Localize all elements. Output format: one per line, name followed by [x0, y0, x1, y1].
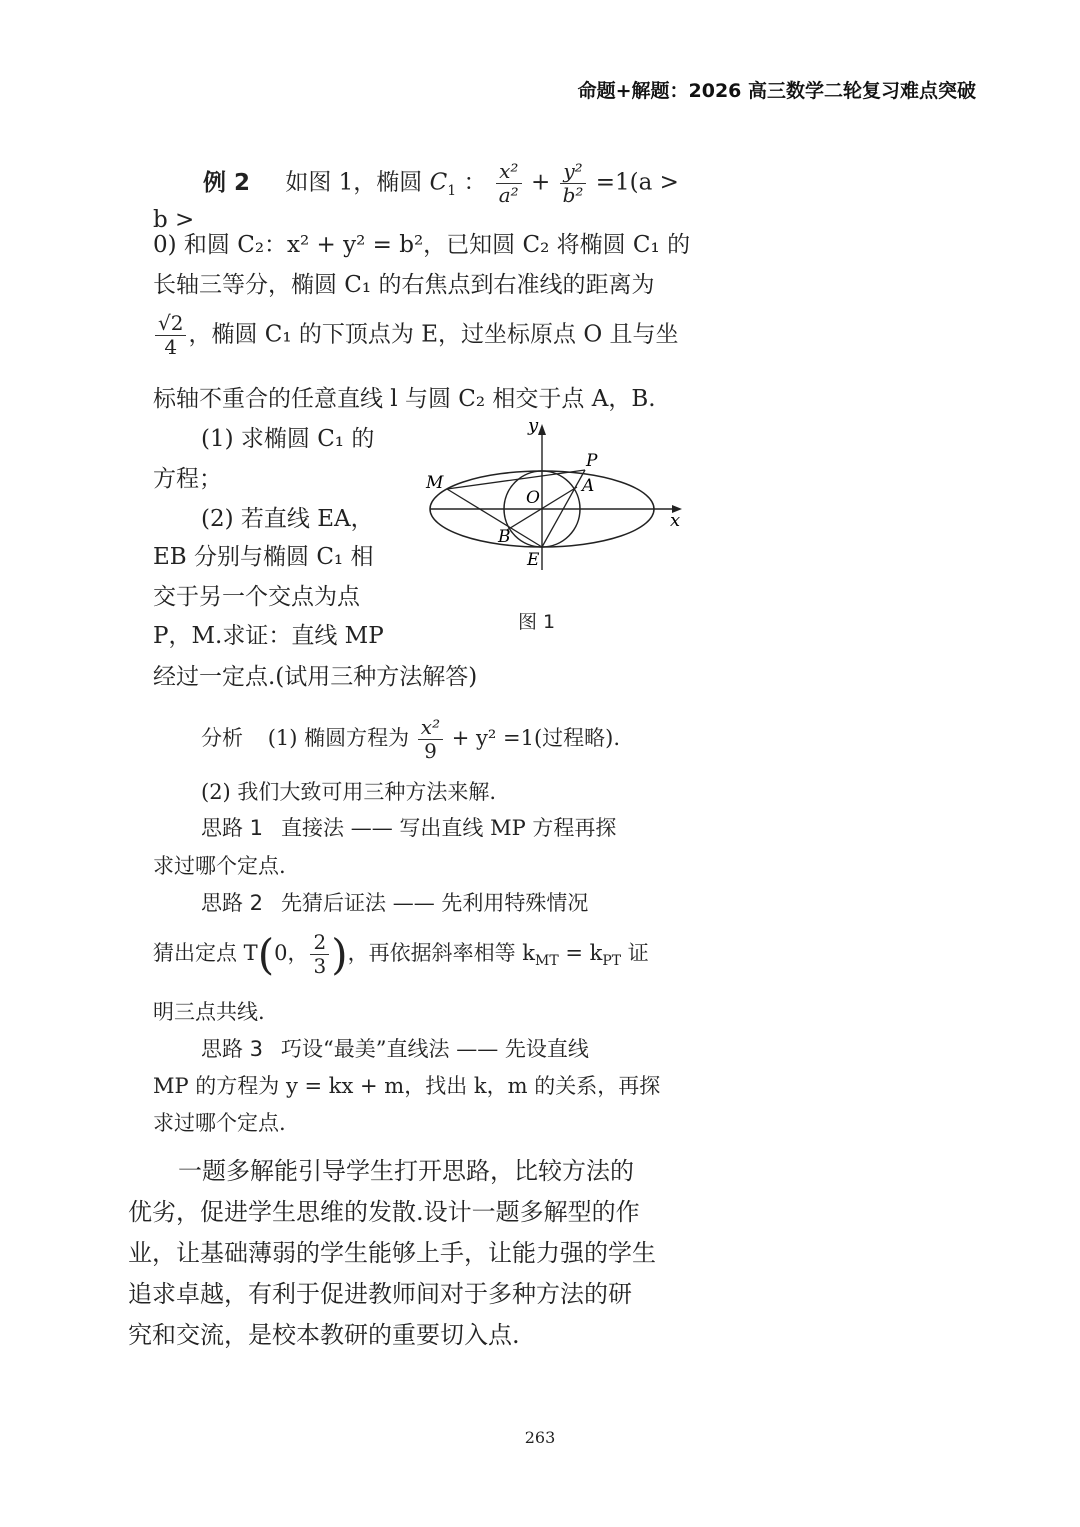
c1-symbol: C: [429, 169, 448, 196]
example-line-1: [153, 160, 683, 233]
page-header: 命题+解题：2026 高三数学二轮复习难点突破: [577, 80, 976, 102]
conclusion-line-4: 追求卓越，有利于促进教师间对于多种方法的研: [128, 1280, 632, 1308]
idea-2-b-head: 猜出定点 T: [153, 941, 258, 965]
idea-3-text: 巧设“最美”直线法 —— 先设直线: [281, 1037, 589, 1061]
label-e: E: [527, 550, 540, 570]
label-b: B: [498, 527, 511, 547]
plus-sign: +: [531, 169, 551, 196]
frac-den: b²: [562, 183, 584, 207]
fraction-x2-9: [418, 716, 443, 763]
example-label: 例 2: [203, 169, 251, 196]
frac-num: √2: [155, 312, 186, 336]
idea-1-b: 求过哪个定点.: [153, 854, 286, 878]
idea-3-label: 思路 3: [201, 1037, 264, 1061]
paren-open: (: [257, 930, 275, 979]
paren-close: ): [331, 930, 348, 979]
line4-tail: ，椭圆 C₁ 的下顶点为 E，过坐标原点 O 且与坐: [188, 321, 679, 348]
analysis-p1-tail: + y² =1(过程略).: [451, 726, 621, 750]
question-2-d: P，M.求证：直线 MP: [153, 623, 384, 649]
label-x: x: [670, 510, 681, 531]
question-2-c: 交于另一个交点为点: [153, 584, 360, 610]
idea-2-b-tail: ，再依据斜率相等 k: [347, 941, 535, 965]
question-2-e: 经过一定点.(试用三种方法解答): [153, 664, 478, 690]
page-number: 263: [524, 1428, 556, 1447]
colon: ：: [463, 169, 487, 196]
label-y: y: [528, 420, 539, 436]
analysis-line-1: [153, 716, 731, 763]
idea-3-b: MP 的方程为 y = kx + m，找出 k，m 的关系，再探: [153, 1074, 661, 1098]
idea-1-text: 直接法 —— 写出直线 MP 方程再探: [281, 816, 617, 840]
conclusion-line-1: 一题多解能引导学生打开思路，比较方法的: [178, 1157, 634, 1185]
frac-den: 4: [164, 335, 178, 359]
question-2-a: (2) 若直线 EA，: [201, 506, 374, 532]
c1-subscript: 1: [447, 183, 457, 200]
label-m: M: [426, 473, 444, 493]
analysis-line-2: (2) 我们大致可用三种方法来解.: [201, 780, 497, 804]
k-mt-sub: MT: [534, 953, 559, 970]
idea-2-label: 思路 2: [201, 891, 264, 915]
conclusion-line-5: 究和交流，是校本教研的重要切入点.: [128, 1321, 520, 1349]
fraction-y2-b2: [560, 160, 587, 207]
k-equals: = k: [558, 941, 603, 965]
idea-3-a: [153, 1033, 731, 1063]
y-axis-arrow: [538, 424, 546, 435]
idea-2-text: 先猜后证法 —— 先利用特殊情况: [281, 891, 589, 915]
label-p: P: [586, 451, 598, 471]
label-o: O: [526, 488, 540, 508]
frac-num: x²: [418, 716, 443, 740]
idea-2-b-end: 证: [621, 941, 649, 965]
idea-1-label: 思路 1: [201, 816, 264, 840]
idea-1-a: [153, 812, 731, 842]
frac-den: 9: [424, 739, 437, 763]
analysis-label: 分析: [201, 726, 243, 750]
frac-den: a²: [498, 183, 519, 207]
question-2-b: EB 分别与椭圆 C₁ 相: [153, 544, 374, 570]
fraction-x2-a2: [496, 160, 522, 207]
example-intro: 如图 1，椭圆: [285, 169, 423, 196]
example-line-4: [153, 312, 683, 359]
analysis-p1-head: (1) 椭圆方程为: [267, 726, 410, 750]
frac-num: 2: [310, 931, 329, 955]
conclusion-line-2: 优劣，促进学生思维的发散.设计一题多解型的作: [128, 1198, 640, 1226]
conclusion-line-3: 业，让基础薄弱的学生能够上手，让能力强的学生: [128, 1239, 656, 1267]
question-1-a: (1) 求椭圆 C₁ 的: [201, 426, 375, 452]
k-pt-sub: PT: [602, 953, 622, 970]
frac-num: x²: [496, 160, 522, 184]
idea-2-b: [153, 930, 683, 979]
idea-2-a: [153, 887, 731, 917]
fraction-sqrt2-4: [155, 312, 186, 359]
frac-num: y²: [560, 160, 587, 184]
example-line-5: 标轴不重合的任意直线 l 与圆 C₂ 相交于点 A，B.: [153, 386, 656, 412]
example-line-3: 长轴三等分，椭圆 C₁ 的右焦点到右准线的距离为: [153, 272, 655, 298]
line-mp: [447, 470, 585, 489]
frac-den: 3: [313, 954, 327, 978]
figure-caption: 图 1: [518, 611, 556, 633]
idea-2-c: 明三点共线.: [153, 1000, 265, 1024]
label-a: A: [582, 476, 595, 496]
equation-tail: =1(a > b >: [153, 169, 679, 233]
question-1-b: 方程；: [153, 466, 222, 492]
example-line-2: 0) 和圆 C₂：x² + y² = b²，已知圆 C₂ 将椭圆 C₁ 的: [153, 232, 691, 258]
point-zero: 0，: [274, 941, 309, 965]
fraction-2-3: [310, 931, 329, 978]
idea-3-c: 求过哪个定点.: [153, 1111, 286, 1135]
